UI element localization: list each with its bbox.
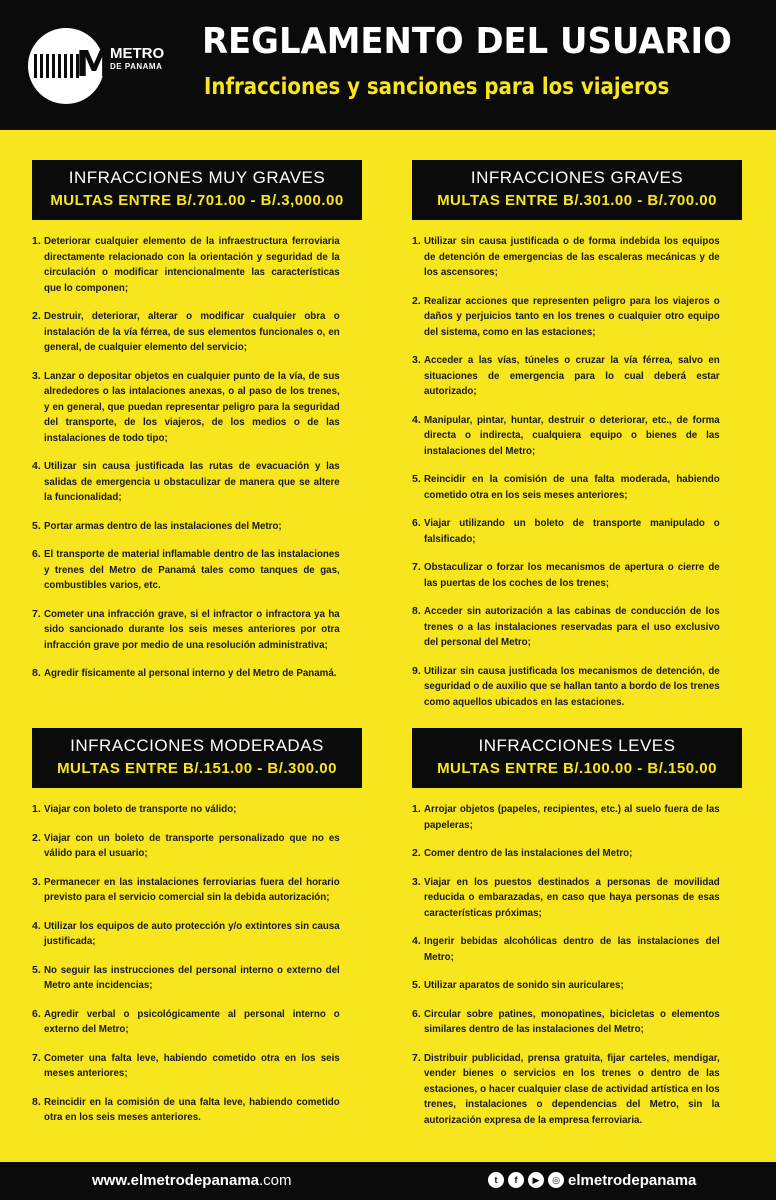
item-text: Agredir físicamente al personal interno y del Metro de Panamá. xyxy=(44,667,337,679)
item-number: 6 . xyxy=(412,1007,424,1038)
item-number: 2 . xyxy=(32,831,44,862)
header xyxy=(0,0,776,130)
list-item xyxy=(412,934,742,965)
item-text: Viajar con un boleto de transporte personalizado que no es válido para el usuario; xyxy=(44,831,340,859)
list-item xyxy=(412,604,742,651)
item-number: 2 . xyxy=(32,309,44,356)
item-number: 1 . xyxy=(32,802,44,818)
item-number: 7 . xyxy=(32,1051,44,1082)
item-text: Ingerir bebidas alcohólicas dentro de las instalaciones del Metro; xyxy=(424,935,720,963)
list-item xyxy=(412,875,742,922)
section-header xyxy=(412,728,742,788)
list-item xyxy=(32,1095,362,1126)
item-number: 1 . xyxy=(412,234,424,281)
website-link[interactable] xyxy=(92,1172,292,1190)
list-item xyxy=(32,802,362,818)
section-header xyxy=(32,728,362,788)
page-subtitle: Infracciones y sanciones para los viajeros xyxy=(204,74,670,100)
list-item xyxy=(412,1007,742,1038)
item-number: 8 . xyxy=(32,1095,44,1126)
item-number: 1 . xyxy=(32,234,44,296)
item-text: Cometer una falta leve, habiendo cometido otra en los seis meses anteriores; xyxy=(44,1051,340,1079)
list-item xyxy=(32,1007,362,1038)
list-item xyxy=(412,1051,742,1129)
item-number: 5 . xyxy=(412,978,424,994)
item-number: 9 . xyxy=(412,664,424,711)
social-icons xyxy=(488,1172,564,1188)
item-text: Permanecer en las instalaciones ferroviarias fuera del horario previsto para el servicio comercial sin la debida autorización; xyxy=(44,875,340,903)
list-item xyxy=(412,560,742,591)
item-number: 6 . xyxy=(412,516,424,547)
list-item xyxy=(412,846,742,862)
item-text: Utilizar los equipos de auto protección y/o extintores sin causa justificada; xyxy=(44,919,340,947)
website-tld: .com xyxy=(259,1172,292,1189)
item-text: Cometer una infracción grave, si el infractor o infractora ya ha sido sancionado durante los seis meses anteriores por otra infracción grave por medio de una resolución administrativa; xyxy=(44,607,340,651)
item-text: Agredir verbal o psicológicamente al personal interno o externo del Metro; xyxy=(44,1007,340,1035)
brand xyxy=(110,46,164,72)
item-number: 4 . xyxy=(412,934,424,965)
item-number: 6 . xyxy=(32,1007,44,1038)
list-item xyxy=(412,353,742,400)
item-text: Reincidir en la comisión de una falta moderada, habiendo cometido otra en los seis meses anteriores; xyxy=(424,473,720,501)
list-item xyxy=(412,472,742,503)
item-number: 3 . xyxy=(412,353,424,400)
item-text: Viajar con boleto de transporte no válido; xyxy=(44,803,237,815)
item-number: 2 . xyxy=(412,294,424,341)
item-number: 6 . xyxy=(32,547,44,594)
list-item xyxy=(32,369,362,447)
brand-sub: DE PANAMA xyxy=(110,62,163,71)
item-text: Utilizar aparatos de sonido sin auriculares; xyxy=(424,979,624,991)
website-domain: www.elmetrodepanama xyxy=(92,1172,259,1189)
item-number: 3 . xyxy=(32,369,44,447)
infraction-list xyxy=(32,234,362,682)
item-number: 5 . xyxy=(412,472,424,503)
section-moderadas xyxy=(32,728,362,1139)
metro-logo xyxy=(28,28,112,104)
infraction-list xyxy=(412,234,742,710)
brand-name: METRO xyxy=(110,45,165,62)
list-item xyxy=(412,413,742,460)
youtube-icon[interactable]: ▶ xyxy=(528,1172,544,1188)
item-text: Manipular, pintar, huntar, destruir o deteriorar, etc., de forma directa o indirecta, cualquiera equipo o bienes de las instalaciones del Metro; xyxy=(424,413,720,457)
item-text: Circular sobre patines, monopatines, bicicletas o elementos similares dentro de las instalaciones del Metro; xyxy=(424,1007,720,1035)
list-item xyxy=(32,234,362,296)
list-item xyxy=(32,309,362,356)
list-item xyxy=(32,919,362,950)
item-number: 4 . xyxy=(32,919,44,950)
list-item xyxy=(32,1051,362,1082)
list-item xyxy=(412,234,742,281)
list-item xyxy=(32,607,362,654)
section-leves xyxy=(412,728,742,1141)
item-text: Destruir, deteriorar, alterar o modificar cualquier obra o instalación de la vía férrea, de sus elementos funcionales o, en general, de cualquier elemento del servicio; xyxy=(44,310,340,353)
item-number: 8 . xyxy=(32,666,44,682)
item-text: No seguir las instrucciones del personal interno o externo del Metro ante incidencias; xyxy=(44,963,340,991)
item-text: Utilizar sin causa justificada o de forma indebida los equipos de detención de emergencias de las escaleras mecánicas y de los ascensores; xyxy=(424,235,720,278)
item-text: Deteriorar cualquier elemento de la infraestructura ferroviaria directamente relacionado con la orientación y seguridad de la circulación o modificar intencionalmente las características que lo componen; xyxy=(44,235,340,294)
section-title: INFRACCIONES MUY GRAVES xyxy=(68,168,326,187)
section-header xyxy=(32,160,362,220)
item-number: 4 . xyxy=(412,413,424,460)
item-text: Realizar acciones que representen peligro para los viajeros o daños y perjuicios tanto en los trenes o cualquier otro equipo del sistema, como en las estaciones; xyxy=(424,294,720,338)
infraction-list xyxy=(32,802,362,1126)
list-item xyxy=(412,294,742,341)
section-fine-range: MULTAS ENTRE B/.100.00 - B/.150.00 xyxy=(437,760,717,777)
item-text: Viajar en los puestos destinados a personas de movilidad reducida o embarazadas, en caso que haya personas de esas características próximas; xyxy=(424,875,720,919)
logo-bars-icon xyxy=(34,54,79,78)
list-item xyxy=(412,664,742,711)
item-number: 7 . xyxy=(412,1051,424,1129)
item-text: El transporte de material inflamable dentro de las instalaciones y trenes del Metro de Panamá tales como tanques de gas, combustibles varios, etc. xyxy=(44,548,340,591)
item-text: Acceder sin autorización a las cabinas de conducción de los trenes o a las instalaciones reservadas para el uso exclusivo del personal del Metro; xyxy=(424,605,720,648)
item-text: Arrojar objetos (papeles, recipientes, etc.) al suelo fuera de las papeleras; xyxy=(424,803,720,831)
item-number: 8 . xyxy=(412,604,424,651)
list-item xyxy=(32,666,362,682)
item-number: 7 . xyxy=(412,560,424,591)
section-header xyxy=(412,160,742,220)
item-text: Reincidir en la comisión de una falta leve, habiendo cometido otra en los seis meses anteriores. xyxy=(44,1095,340,1123)
list-item xyxy=(32,831,362,862)
section-title: INFRACCIONES GRAVES xyxy=(470,168,684,187)
section-title: INFRACCIONES MODERADAS xyxy=(70,736,324,755)
instagram-icon[interactable]: ◎ xyxy=(548,1172,564,1188)
item-text: Acceder a las vías, túneles o cruzar la vía férrea, salvo en situaciones de emergencia para lo cual deberá estar autorizado; xyxy=(424,354,720,397)
list-item xyxy=(32,875,362,906)
item-text: Comer dentro de las instalaciones del Metro; xyxy=(424,847,633,859)
item-text: Viajar utilizando un boleto de transporte manipulado o falsificado; xyxy=(424,517,720,545)
item-number: 5 . xyxy=(32,963,44,994)
item-number: 1 . xyxy=(412,802,424,833)
section-muy-graves xyxy=(32,160,362,695)
twitter-icon[interactable]: t xyxy=(488,1172,504,1188)
item-number: 5 . xyxy=(32,519,44,535)
item-number: 4 . xyxy=(32,459,44,506)
infraction-list xyxy=(412,802,742,1128)
section-fine-range: MULTAS ENTRE B/.151.00 - B/.300.00 xyxy=(57,760,337,777)
section-fine-range: MULTAS ENTRE B/.301.00 - B/.700.00 xyxy=(437,192,717,209)
item-text: Lanzar o depositar objetos en cualquier punto de la vía, de sus alrededores o las intalaciones anexas, o al paso de los trenes, y en general, que puedan representar peligro para la seguridad del transporte, de los viajeros, de los medios o de las instalaciones de todo tipo; xyxy=(44,369,340,444)
item-number: 3 . xyxy=(412,875,424,922)
page-title: REGLAMENTO DEL USUARIO xyxy=(202,21,732,62)
item-number: 3 . xyxy=(32,875,44,906)
social-handle[interactable]: elmetrodepanama xyxy=(568,1172,697,1189)
item-number: 7 . xyxy=(32,607,44,654)
list-item xyxy=(32,963,362,994)
list-item xyxy=(412,802,742,833)
section-graves xyxy=(412,160,742,723)
item-text: Utilizar sin causa justificada los mecanismos de detención, de seguridad o de auxilio que se hallan tanto a bordo de los trenes como aquellos ubicados en las estaciones. xyxy=(424,664,720,708)
section-title: INFRACCIONES LEVES xyxy=(478,736,676,755)
item-text: Portar armas dentro de las instalaciones del Metro; xyxy=(44,519,282,532)
list-item xyxy=(32,547,362,594)
list-item xyxy=(412,516,742,547)
list-item xyxy=(412,978,742,994)
item-text: Utilizar sin causa justificada las rutas de evacuación y las salidas de emergencia u obstaculizar de manera que se altere la funcionalidad; xyxy=(44,460,340,503)
footer xyxy=(0,1162,776,1200)
facebook-icon[interactable]: f xyxy=(508,1172,524,1188)
item-text: Distribuir publicidad, prensa gratuita, fijar carteles, mendigar, vender bienes o servicios en los trenes o dentro de las estaciones, o hacer cualquier clase de actividad artística en los trenes, instalaciones o dependencias del Metro, sin la autorización expresa de la empresa ferroviaria. xyxy=(424,1051,720,1126)
list-item xyxy=(32,519,362,535)
section-fine-range: MULTAS ENTRE B/.701.00 - B/.3,000.00 xyxy=(50,192,344,209)
list-item xyxy=(32,459,362,506)
item-number: 2 . xyxy=(412,846,424,862)
item-text: Obstaculizar o forzar los mecanismos de apertura o cierre de las puertas de los coches de los trenes; xyxy=(424,561,720,589)
logo-m-mark: M xyxy=(76,44,112,85)
